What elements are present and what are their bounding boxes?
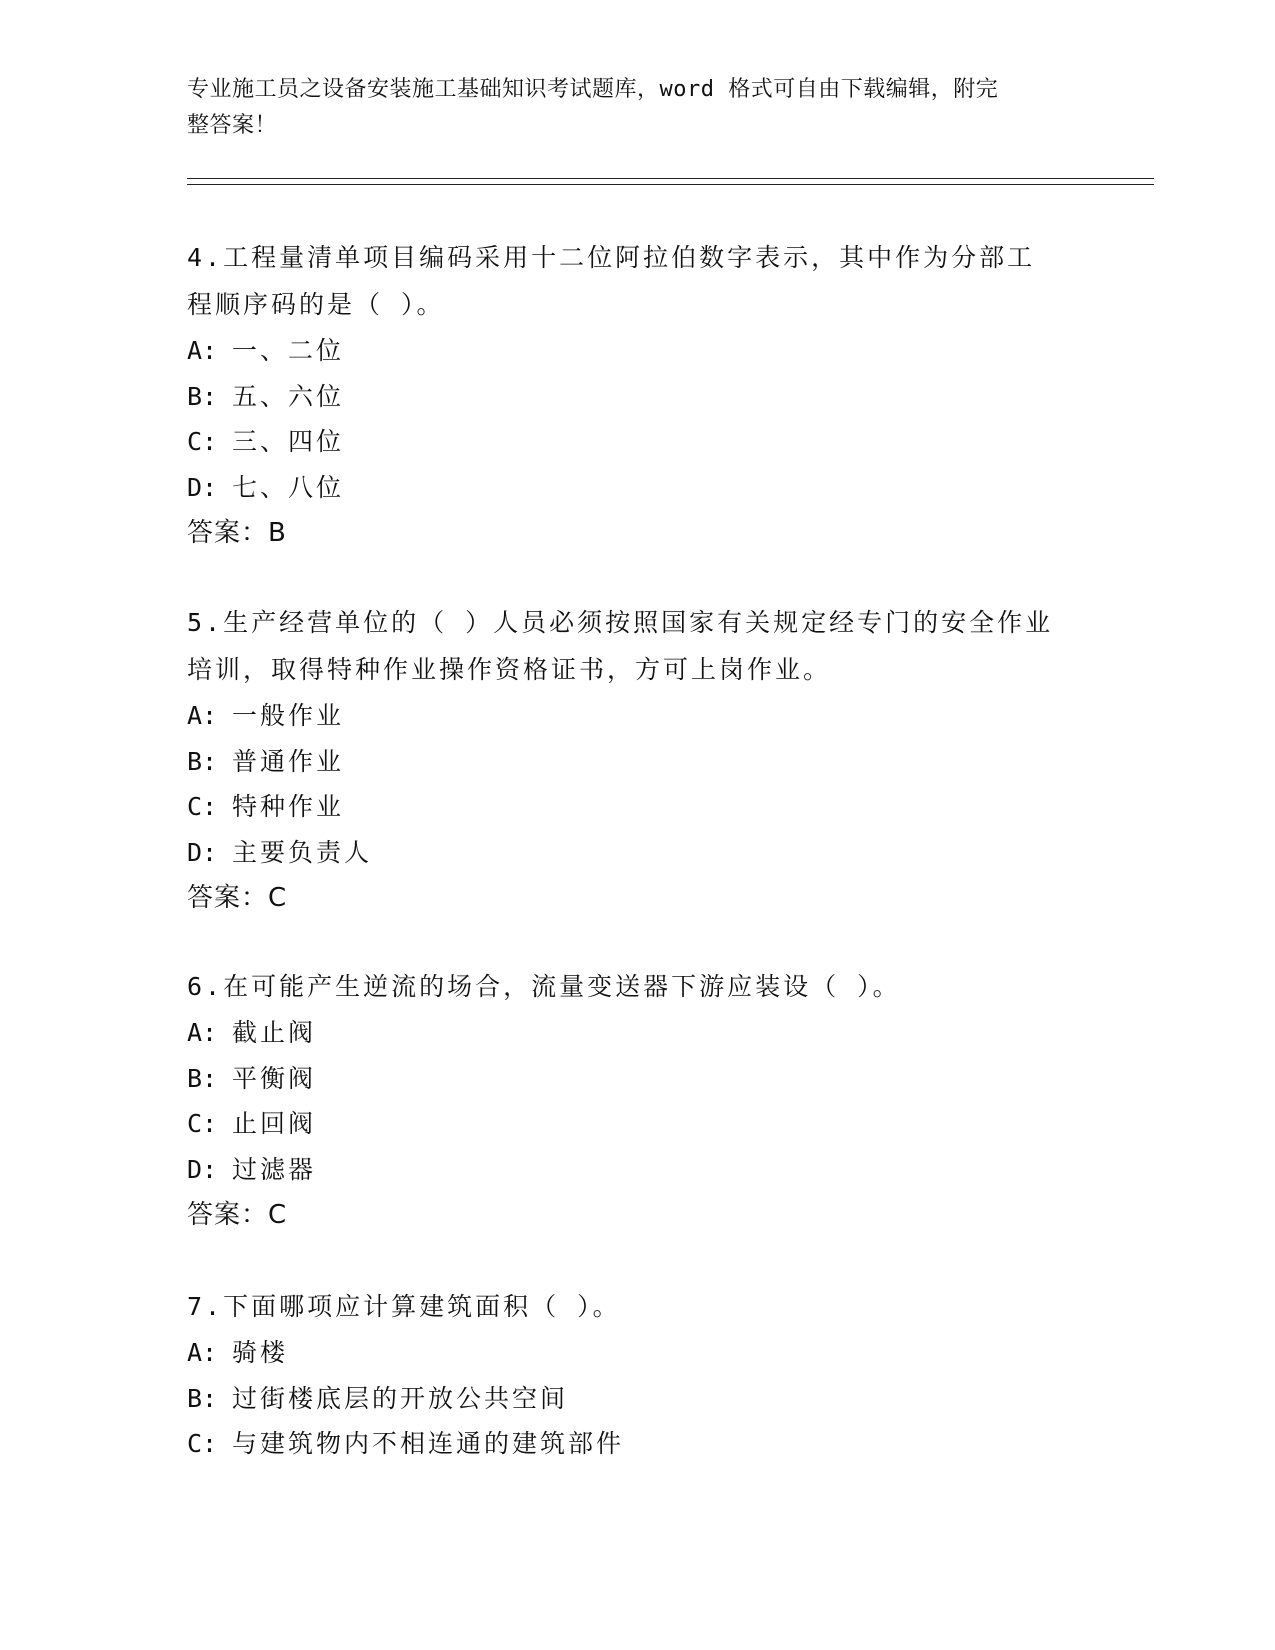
option-letter: A: [187, 1018, 218, 1047]
option-b [187, 1056, 1087, 1102]
question-line-2: 培训，取得特种作业操作资格证书，方可上岗作业。 [187, 655, 832, 684]
option-letter: D: [187, 1154, 218, 1184]
question-line-1: 在可能产生逆流的场合，流量变送器下游应装设（ ）。 [223, 972, 901, 1001]
option-letter: C: [187, 427, 218, 456]
header-divider-top [187, 178, 1154, 179]
option-c [187, 1421, 1087, 1467]
option-d [187, 1147, 1087, 1193]
document-header [187, 72, 1067, 144]
option-b [187, 739, 1087, 785]
option-text: 普通作业 [232, 746, 345, 776]
question-text [187, 963, 1087, 1010]
option-text: 七、八位 [232, 472, 345, 502]
option-text: 平衡阀 [232, 1063, 317, 1093]
option-c [187, 1101, 1087, 1147]
answer-line: 答案：C [187, 883, 288, 913]
answer-line: 答案：C [187, 1200, 288, 1230]
question-text [187, 1283, 1087, 1330]
option-text: 止回阀 [232, 1109, 317, 1138]
option-letter: A: [187, 1338, 218, 1367]
question-text [187, 599, 1087, 646]
option-b [187, 1376, 1087, 1422]
option-letter: C: [187, 792, 218, 821]
option-letter: A: [187, 701, 218, 730]
option-text: 特种作业 [232, 792, 345, 821]
option-a [187, 1330, 1087, 1376]
option-letter: B: [187, 381, 218, 411]
question-number: 7. [187, 1292, 224, 1321]
option-letter: B: [187, 1063, 218, 1093]
option-c [187, 784, 1087, 830]
option-text: 过滤器 [232, 1154, 317, 1184]
option-text: 一般作业 [232, 701, 345, 730]
option-d [187, 830, 1087, 876]
question-number: 4. [187, 243, 224, 272]
question-line-1: 下面哪项应计算建筑面积（ ）。 [223, 1292, 621, 1321]
question-6 [187, 963, 1087, 1238]
option-letter: B: [187, 746, 218, 776]
question-7 [187, 1283, 1087, 1467]
option-text: 主要负责人 [232, 837, 373, 867]
option-text: 过街楼底层的开放公共空间 [232, 1383, 569, 1413]
option-text: 三、四位 [232, 427, 345, 456]
question-line-2: 程顺序码的是（ ）。 [187, 290, 445, 319]
option-b [187, 374, 1087, 420]
question-number: 6. [187, 972, 224, 1001]
question-line-1: 生产经营单位的（ ）人员必须按照国家有关规定经专门的安全作业 [223, 608, 1054, 637]
option-a [187, 693, 1087, 739]
option-text: 截止阀 [232, 1018, 317, 1047]
option-letter: C: [187, 1429, 218, 1458]
question-number: 5. [187, 608, 224, 637]
option-c [187, 419, 1087, 465]
question-4 [187, 234, 1087, 556]
option-text: 骑楼 [232, 1338, 289, 1367]
option-text: 一、二位 [232, 336, 345, 365]
option-letter: D: [187, 837, 218, 867]
option-a [187, 328, 1087, 374]
option-text: 五、六位 [232, 381, 345, 411]
option-letter: C: [187, 1109, 218, 1138]
question-text [187, 234, 1087, 281]
header-line-2: 整答案！ [187, 113, 278, 138]
option-letter: D: [187, 472, 218, 502]
option-letter: B: [187, 1383, 218, 1413]
option-text: 与建筑物内不相连通的建筑部件 [232, 1429, 625, 1458]
header-line-1: 专业施工员之设备安装施工基础知识考试题库，word 格式可自由下载编辑，附完 [187, 77, 999, 102]
option-a [187, 1010, 1087, 1056]
question-line-1: 工程量清单项目编码采用十二位阿拉伯数字表示，其中作为分部工 [223, 243, 1036, 272]
answer-line: 答案：B [187, 518, 287, 548]
option-d [187, 465, 1087, 511]
question-5 [187, 599, 1087, 921]
header-divider-bottom [187, 184, 1154, 185]
option-letter: A: [187, 336, 218, 365]
